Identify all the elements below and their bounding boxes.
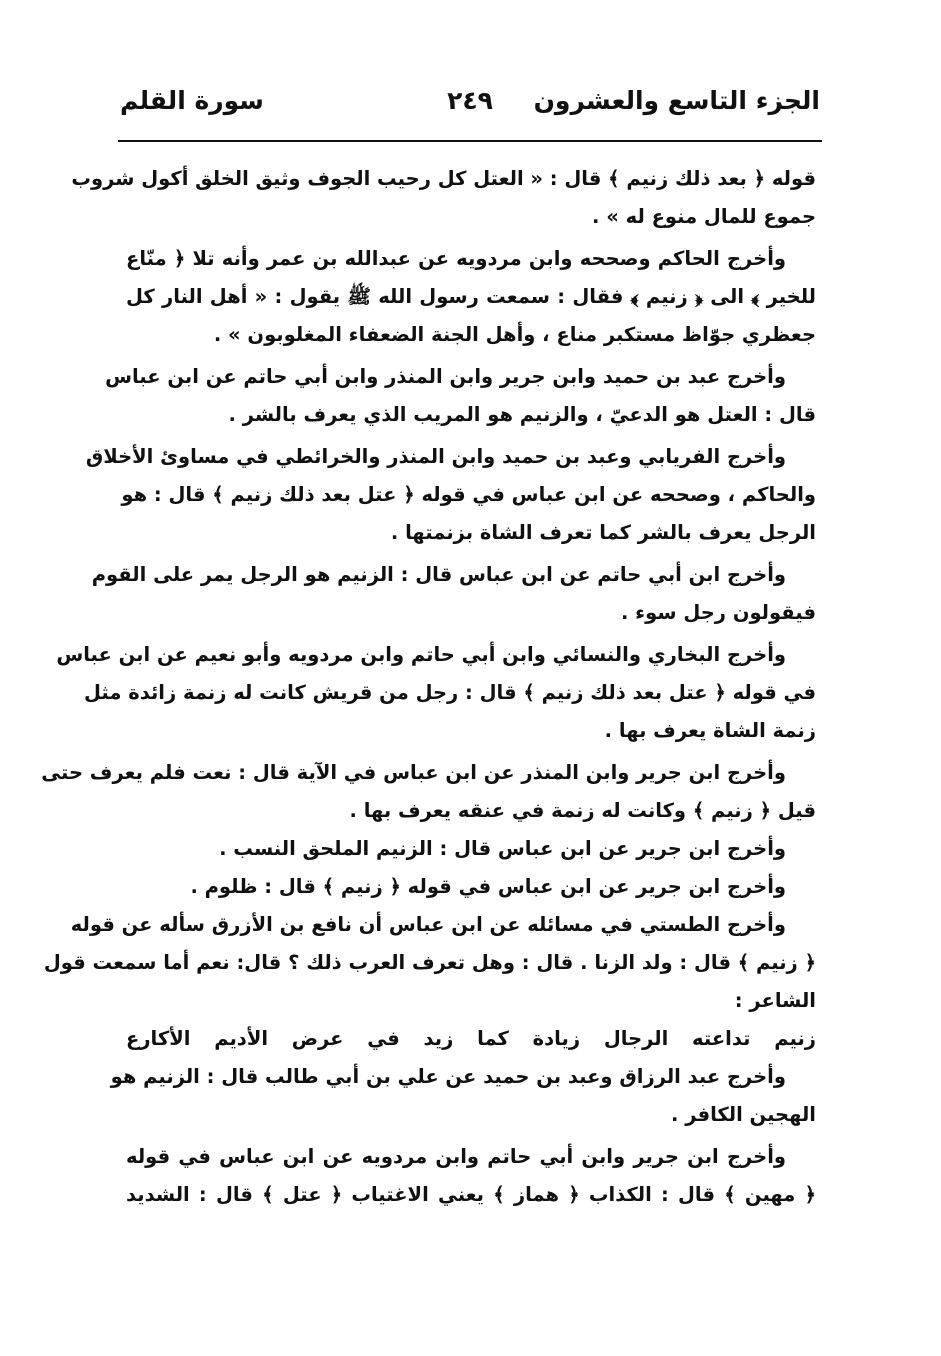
text-line: زنمة الشاة يعرف بها . [604, 719, 816, 742]
page-body [41, 160, 816, 1340]
text-line: وأخرج الفريابي وعبد بن حميد وابن المنذر والخرائطي في مساوئ الأخلاق [85, 445, 786, 468]
running-header [120, 78, 820, 134]
text-line: وأخرج الحاكم وصححه وابن مردويه عن عبدالله بن عمر وأنه تلا ﴿ منّاع [126, 247, 786, 270]
text-line: الشاعر : [734, 989, 816, 1012]
text-line: فيقولون رجل سوء . [620, 601, 816, 624]
text-line: وأخرج ابن جرير عن ابن عباس في قوله ﴿ زنيم ﴾ قال : ظلوم . [190, 875, 786, 898]
text-line: جموع للمال منوع له » . [592, 205, 816, 228]
juz-title: الجزء التاسع والعشرون [533, 86, 820, 115]
text-line: في قوله ﴿ عتل بعد ذلك زنيم ﴾ قال : رجل من قريش كانت له زنمة زائدة مثل [83, 681, 816, 704]
header-divider [118, 140, 822, 142]
text-line: وأخرج ابن جرير عن ابن عباس قال : الزنيم الملحق النسب . [219, 837, 786, 860]
text-line: ﴿ مهين ﴾ قال : الكذاب ﴿ هماز ﴾ يعني الاغتياب ﴿ عتل ﴾ قال : الشديد [126, 1183, 816, 1206]
text-line: قيل ﴿ زنيم ﴾ وكانت له زنمة في عنقه يعرف بها . [349, 799, 816, 822]
text-line: الهجين الكافر . [671, 1103, 816, 1126]
text-line: قوله ﴿ بعد ذلك زنيم ﴾ قال : « العتل كل رحيب الجوف وثيق الخلق أكول شروب [71, 167, 816, 190]
text-line: وأخرج البخاري والنسائي وابن أبي حاتم وابن مردويه وأبو نعيم عن ابن عباس [56, 643, 786, 666]
text-line: ﴿ زنيم ﴾ قال : ولد الزنا . قال : وهل تعرف العرب ذلك ؟ قال: نعم أما سمعت قول [43, 951, 816, 974]
text-line: وأخرج ابن أبي حاتم عن ابن عباس قال : الزنيم هو الرجل يمر على القوم [91, 563, 786, 586]
text-line: قال : العتل هو الدعيّ ، والزنيم هو المريب الذي يعرف بالشر . [228, 403, 816, 426]
text-line: للخير ﴾ الى ﴿ زنيم ﴾ فقال : سمعت رسول الله ﷺ يقول : « أهل النار كل [126, 285, 816, 308]
text-line: والحاكم ، وصححه عن ابن عباس في قوله ﴿ عتل بعد ذلك زنيم ﴾ قال : هو [121, 483, 816, 506]
text-line: وأخرج عبد بن حميد وابن جرير وابن المنذر وابن أبي حاتم عن ابن عباس [105, 365, 786, 388]
poetry-verse: زنيم تداعته الرجال زيادة كما زيد في عرض الأديم الأكارع [126, 1027, 816, 1050]
text-line: جعظري جوّاظ مستكبر مناع ، وأهل الجنة الضعفاء المغلوبون » . [213, 323, 816, 346]
text-line: الرجل يعرف بالشر كما تعرف الشاة بزنمتها . [390, 521, 816, 544]
text-line: وأخرج ابن جرير وابن المنذر عن ابن عباس في الآية قال : نعت فلم يعرف حتى [41, 761, 786, 784]
text-line: وأخرج الطستي في مسائله عن ابن عباس أن نافع بن الأزرق سأله عن قوله [70, 913, 786, 936]
surah-title: سورة القلم [120, 86, 264, 115]
text-line: وأخرج ابن جرير وابن أبي حاتم وابن مردويه عن ابن عباس في قوله [126, 1145, 786, 1168]
text-line: وأخرج عبد الرزاق وعبد بن حميد عن علي بن أبي طالب قال : الزنيم هو [110, 1065, 786, 1088]
page-number: ٢٤٩ [447, 86, 493, 115]
